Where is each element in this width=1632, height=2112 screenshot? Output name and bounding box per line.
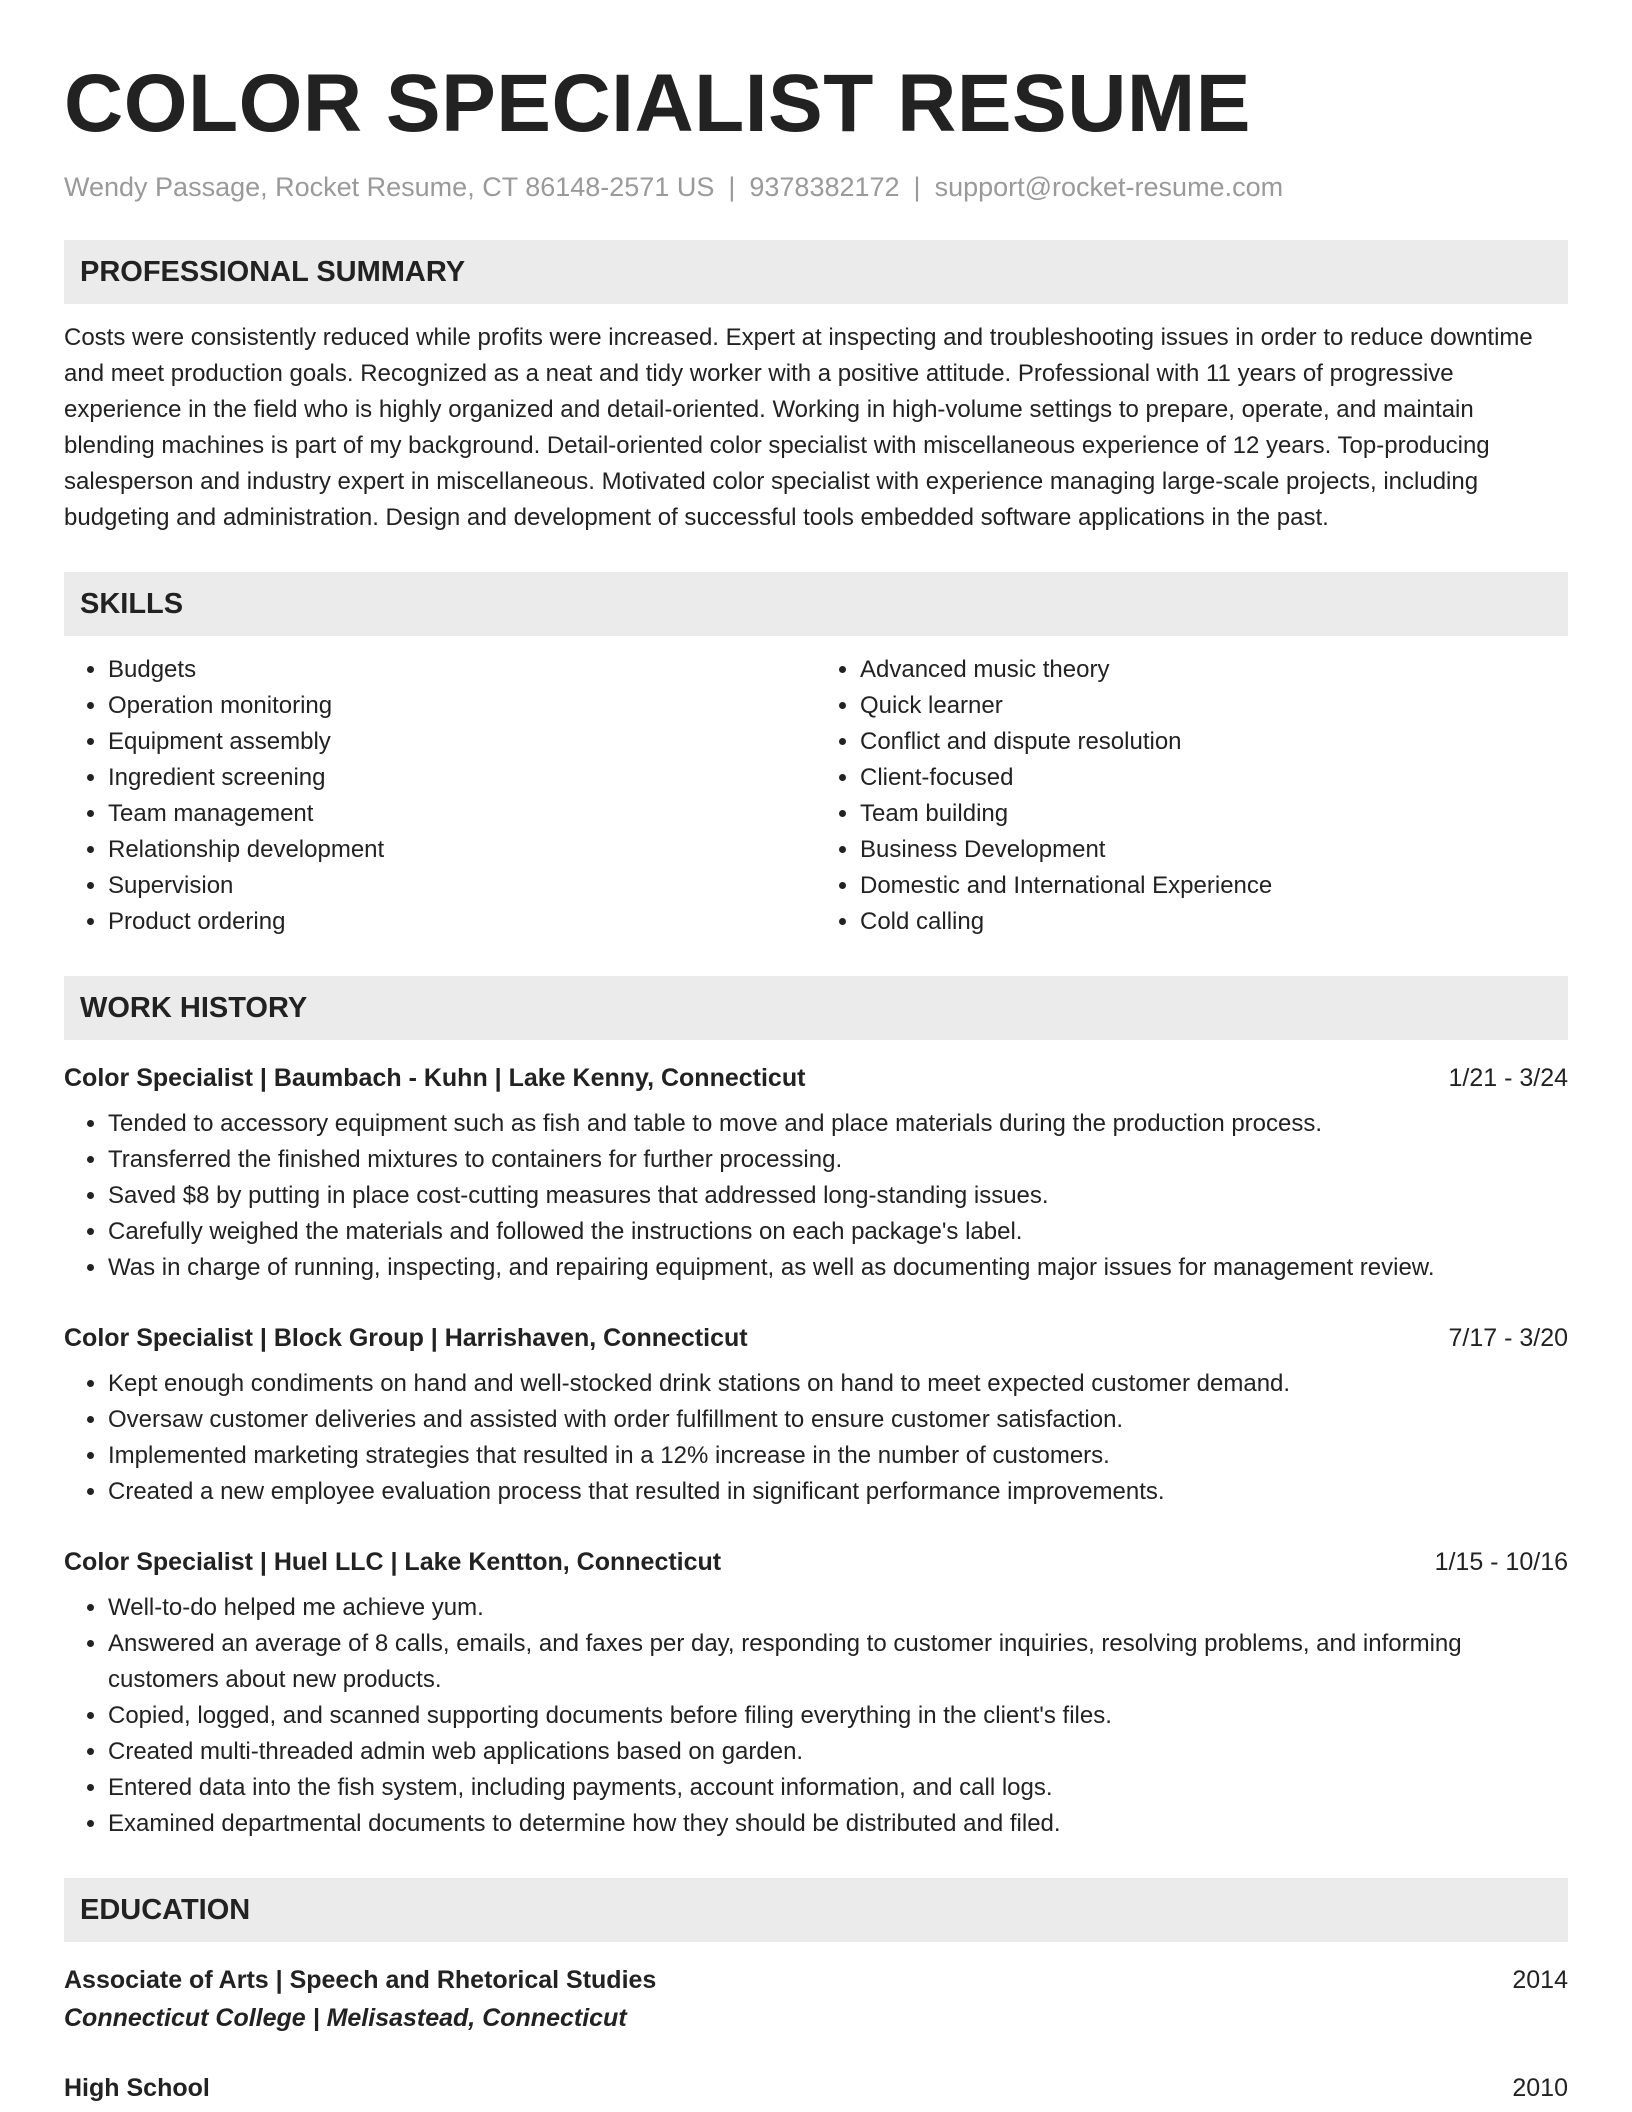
contact-separator: |	[913, 172, 921, 202]
job-bullets	[64, 1106, 1568, 1286]
education-entry	[64, 2070, 1568, 2106]
job-header	[64, 1544, 1568, 1580]
job-bullets	[64, 1590, 1568, 1842]
job-bullet: • Carefully weighed the materials and followed the instructions on each package's label.	[108, 1214, 1568, 1250]
skill-item: • Quick learner	[860, 688, 1568, 724]
skill-item: • Domestic and International Experience	[860, 868, 1568, 904]
job-bullets	[64, 1366, 1568, 1510]
job-dates: 7/17 - 3/20	[1448, 1324, 1568, 1352]
skills-column-left	[64, 652, 816, 940]
job-bullet: • Examined departmental documents to determine how they should be distributed and filed.	[108, 1806, 1568, 1842]
education-year: 2010	[1512, 2074, 1568, 2102]
job-dates: 1/21 - 3/24	[1448, 1064, 1568, 1092]
job-bullet: • Kept enough condiments on hand and well-stocked drink stations on hand to meet expected customer demand.	[108, 1366, 1568, 1402]
skill-item: • Business Development	[860, 832, 1568, 868]
job-title: Color Specialist | Block Group | Harrishaven, Connecticut	[64, 1324, 748, 1352]
skill-item: • Equipment assembly	[108, 724, 816, 760]
education-year: 2014	[1512, 1966, 1568, 1994]
job-bullet: • Created a new employee evaluation process that resulted in significant performance improvements.	[108, 1474, 1568, 1510]
job-title: Color Specialist | Huel LLC | Lake Kentton, Connecticut	[64, 1548, 722, 1576]
skill-item: • Supervision	[108, 868, 816, 904]
contact-separator: |	[728, 172, 736, 202]
skill-item: • Team management	[108, 796, 816, 832]
skill-item: • Operation monitoring	[108, 688, 816, 724]
resume-title: COLOR SPECIALIST RESUME	[64, 58, 1251, 149]
education-school: Connecticut College | Melisastead, Connecticut	[64, 2004, 627, 2032]
contact-phone: 9378382172	[749, 172, 900, 202]
job-bullet: • Tended to accessory equipment such as fish and table to move and place materials during the production process.	[108, 1106, 1568, 1142]
skill-item: • Advanced music theory	[860, 652, 1568, 688]
skill-item: • Cold calling	[860, 904, 1568, 940]
skills-heading: SKILLS	[64, 572, 1568, 636]
job-bullet: • Copied, logged, and scanned supporting documents before filing everything in the client's files.	[108, 1698, 1568, 1734]
contact-address: Wendy Passage, Rocket Resume, CT 86148-2571 US	[64, 172, 715, 202]
job-dates: 1/15 - 10/16	[1434, 1548, 1568, 1576]
education-header	[64, 1962, 1568, 1998]
job-entry	[64, 1544, 1568, 1842]
summary-heading: PROFESSIONAL SUMMARY	[64, 240, 1568, 304]
job-bullet: • Saved $8 by putting in place cost-cutting measures that addressed long-standing issues.	[108, 1178, 1568, 1214]
education-degree: High School	[64, 2074, 210, 2102]
education-degree: Associate of Arts | Speech and Rhetorical Studies	[64, 1966, 657, 1994]
skill-item: • Client-focused	[860, 760, 1568, 796]
job-header	[64, 1060, 1568, 1096]
contact-email: support@rocket-resume.com	[934, 172, 1284, 202]
job-title: Color Specialist | Baumbach - Kuhn | Lake Kenny, Connecticut	[64, 1064, 806, 1092]
education-entry	[64, 1962, 1568, 2036]
skills-column-right	[816, 652, 1568, 940]
job-bullet: • Entered data into the fish system, including payments, account information, and call logs.	[108, 1770, 1568, 1806]
skill-item: • Ingredient screening	[108, 760, 816, 796]
work-history-heading: WORK HISTORY	[64, 976, 1568, 1040]
job-bullet: • Created multi-threaded admin web applications based on garden.	[108, 1734, 1568, 1770]
skills-list	[64, 652, 1568, 940]
skill-item: • Product ordering	[108, 904, 816, 940]
skill-item: • Budgets	[108, 652, 816, 688]
job-bullet: • Well-to-do helped me achieve yum.	[108, 1590, 1568, 1626]
job-bullet: • Transferred the finished mixtures to containers for further processing.	[108, 1142, 1568, 1178]
skill-item: • Relationship development	[108, 832, 816, 868]
job-bullet: • Answered an average of 8 calls, emails, and faxes per day, responding to customer inquiries, resolving problems, and informing customers about new products.	[108, 1626, 1568, 1698]
job-bullet: • Oversaw customer deliveries and assisted with order fulfillment to ensure customer satisfaction.	[108, 1402, 1568, 1438]
job-bullet: • Implemented marketing strategies that resulted in a 12% increase in the number of customers.	[108, 1438, 1568, 1474]
contact-line	[64, 170, 1568, 204]
education-heading: EDUCATION	[64, 1878, 1568, 1942]
skill-item: • Team building	[860, 796, 1568, 832]
job-header	[64, 1320, 1568, 1356]
skill-item: • Conflict and dispute resolution	[860, 724, 1568, 760]
job-entry	[64, 1060, 1568, 1286]
education-header	[64, 2070, 1568, 2106]
job-bullet: • Was in charge of running, inspecting, and repairing equipment, as well as documenting major issues for management review.	[108, 1250, 1568, 1286]
summary-text: Costs were consistently reduced while profits were increased. Expert at inspecting and troubleshooting issues in order to reduce downtime and meet production goals. Recognized as a neat and tidy worker with a positive attitude. Professional with 11 years of progressive experience in the field who is highly organized and detail-oriented. Working in high-volume settings to prepare, operate, and maintain blending machines is part of my background. Detail-oriented color specialist with miscellaneous experience of 12 years. Top-producing salesperson and industry expert in miscellaneous. Motivated color specialist with experience managing large-scale projects, including budgeting and administration. Design and development of successful tools embedded software applications in the past.	[64, 324, 1533, 531]
job-entry	[64, 1320, 1568, 1510]
